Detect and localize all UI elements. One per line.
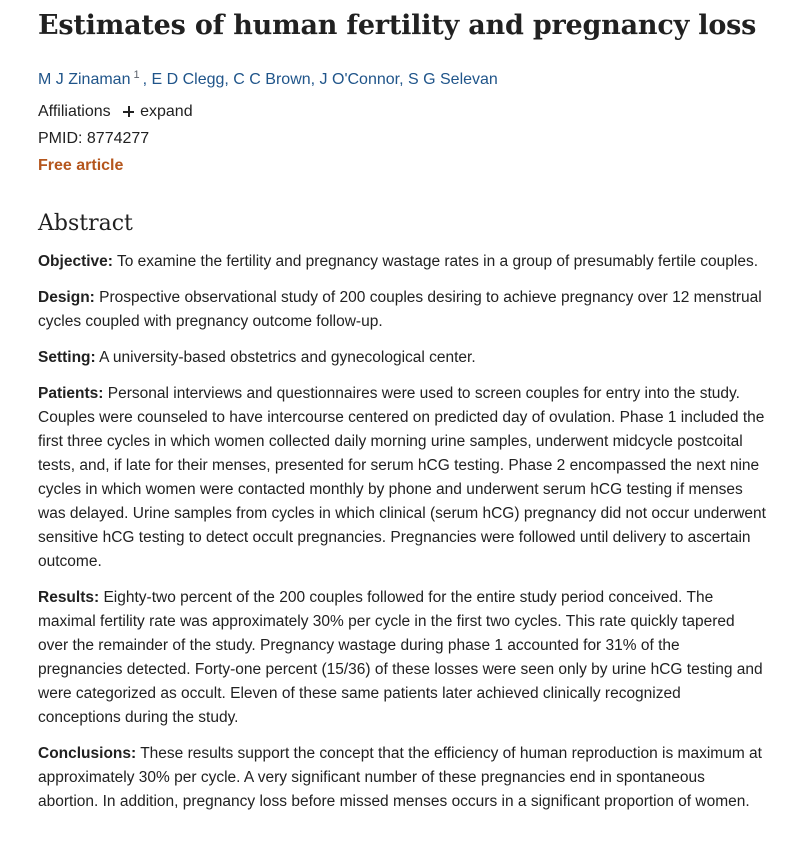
affiliations-label: Affiliations (38, 103, 111, 120)
author-separator: , (310, 71, 320, 88)
section-text: Prospective observational study of 200 couples desiring to achieve pregnancy over 12 menstrual cycles coupled with pregnancy outcome follow-up. (38, 289, 762, 330)
section-label: Design: (38, 289, 95, 306)
author-separator: , (224, 71, 234, 88)
plus-icon (123, 106, 134, 117)
expand-label: expand (140, 103, 193, 120)
section-text: To examine the fertility and pregnancy wastage rates in a group of presumably fertile couples. (116, 253, 759, 270)
affiliations-expand-button[interactable] (123, 100, 193, 124)
section-label: Setting: (38, 349, 96, 366)
author-separator: , (142, 71, 152, 88)
abstract-conclusions (38, 742, 766, 814)
author-list (38, 63, 498, 92)
abstract-heading: Abstract (38, 211, 133, 236)
author-link[interactable]: S G Selevan (407, 71, 498, 88)
section-label: Results: (38, 589, 100, 606)
affiliation-ref-link[interactable]: 1 (133, 69, 140, 81)
abstract-design (38, 286, 766, 334)
section-text: These results support the concept that the efficiency of human reproduction is maximum at approximately 30% per cycle. A very significant number of these pregnancies end in spontaneous abortion. In addition, pregnancy loss before missed menses occurs in a significant proportion of women. (38, 745, 762, 810)
affiliations-row (38, 100, 193, 124)
section-text: Eighty-two percent of the 200 couples followed for the entire study period conceived. The maximal fertility rate was approximately 30% per cycle in the first two cycles. This rate quickly tapered over the remainder of the study. Pregnancy wastage during phase 1 accounted for 31% of the pregnancies detected. Forty-one percent (15/36) of these losses were seen only by urine hCG testing and were categorized as occult. Eleven of these same patients later achieved clinically recognized conceptions during the study. (38, 589, 763, 726)
article-title: Estimates of human fertility and pregnancy loss (38, 10, 757, 41)
author-link[interactable]: E D Clegg (151, 71, 225, 88)
author-link[interactable]: C C Brown (233, 71, 311, 88)
author-separator: , (399, 71, 408, 88)
section-text: A university-based obstetrics and gynecological center. (99, 349, 476, 366)
abstract-objective (38, 250, 766, 274)
author-link[interactable]: J O'Connor (319, 71, 400, 88)
section-label: Objective: (38, 253, 113, 270)
author-link[interactable]: M J Zinaman (38, 71, 131, 88)
section-label: Conclusions: (38, 745, 137, 762)
section-text: Personal interviews and questionnaires were used to screen couples for entry into the study. Couples were counseled to have intercourse centered on predicted day of ovulation. Phase 1 included the first three cycles in which women collected daily morning urine samples, underwent midcycle postcoital tests, and, if late for their menses, presented for serum hCG testing. Phase 2 encompassed the next nine cycles in which women were contacted monthly by phone and underwent serum hCG testing if menses was delayed. Urine samples from cycles in which clinical (serum hCG) pregnancy did not occur underwent sensitive hCG testing to detect occult pregnancies. Pregnancies were followed until delivery to ascertain outcome. (38, 385, 766, 570)
section-label: Patients: (38, 385, 104, 402)
abstract-setting (38, 346, 766, 370)
abstract-patients (38, 382, 766, 574)
abstract-results (38, 586, 766, 730)
free-article-badge: Free article (38, 157, 124, 174)
pmid: PMID: 8774277 (38, 130, 150, 147)
abstract-body (38, 250, 766, 826)
